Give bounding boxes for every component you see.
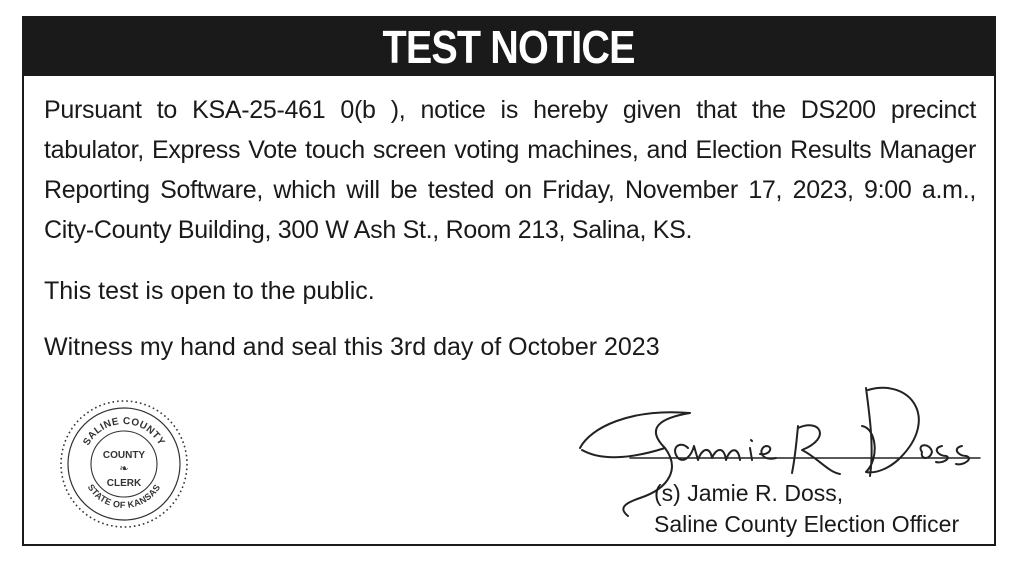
seal-center-line-1: COUNTY (102, 450, 146, 461)
svg-text:SALINE COUNTY (81, 416, 166, 448)
signer-name: (s) Jamie R. Doss, (654, 480, 844, 506)
title-bar (24, 18, 994, 76)
witness-statement: Witness my hand and seal this 3rd day of October 2023 (44, 333, 660, 361)
public-access-statement: This test is open to the public. (44, 277, 375, 305)
seal-ornament-icon: ❧ (119, 462, 129, 475)
public-notice (22, 16, 996, 546)
notice-body-paragraph: Pursuant to KSA-25-461 0(b ), notice is hereby given that the DS200 precinct tabulator, Express Vote touch screen voting machines, and Election Results Manager Reporting Software, which will be tested on Friday, November 17, 2023, 9:00 a.m., City-County Building, 300 W Ash St., Room 213, Salina, KS. (44, 96, 976, 244)
signer-block (654, 478, 959, 540)
seal-center-line-2: CLERK (106, 478, 142, 489)
county-clerk-seal (56, 396, 192, 532)
seal-bottom-text: STATE OF KANSAS (85, 482, 163, 511)
signer-title: Saline County Election Officer (654, 511, 960, 537)
seal-top-text: SALINE COUNTY (81, 415, 167, 448)
notice-title: TEST NOTICE (382, 21, 636, 73)
